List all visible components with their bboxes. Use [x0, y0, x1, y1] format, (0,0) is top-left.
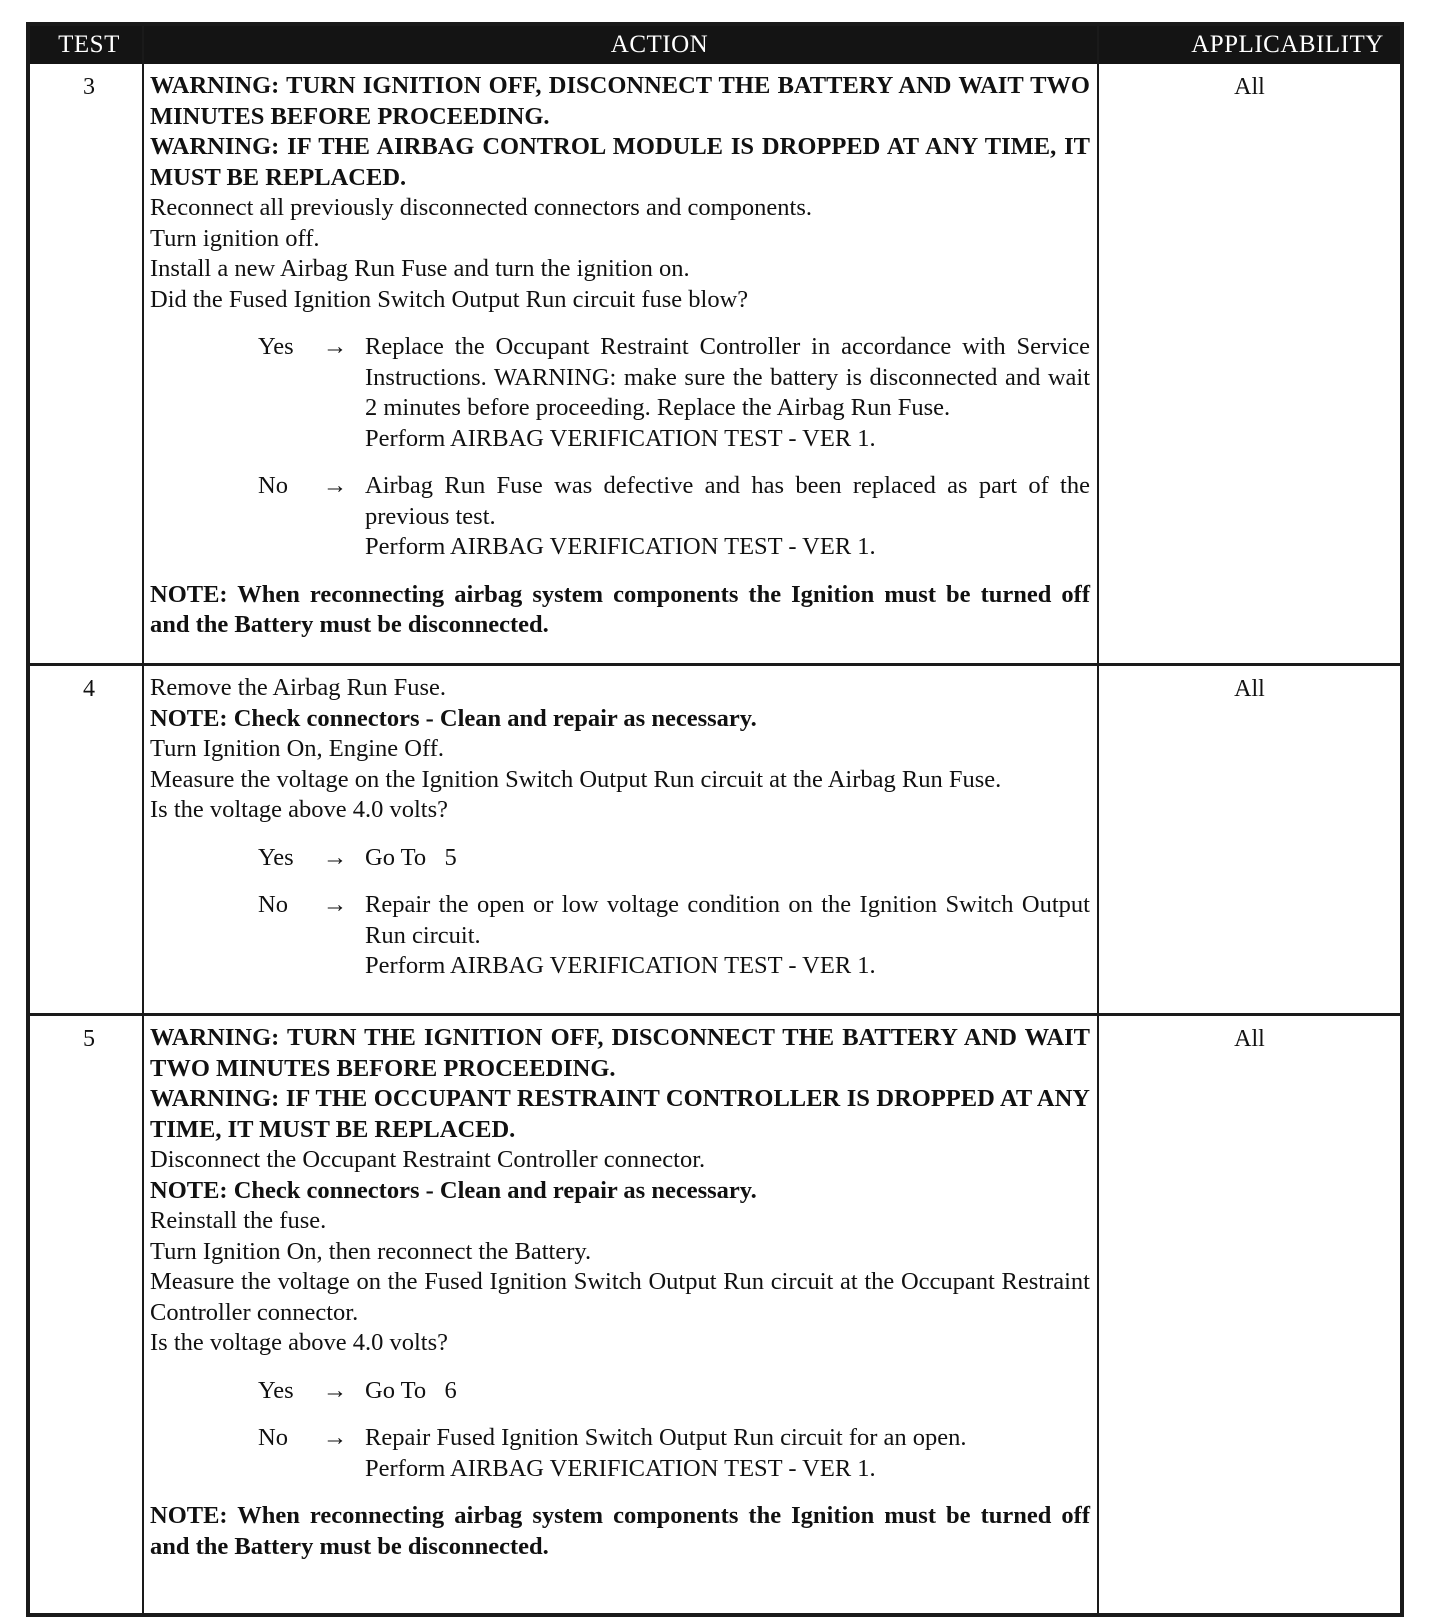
step-text: Disconnect the Occupant Restraint Controller connector.: [150, 1146, 706, 1173]
no-label: No: [258, 472, 288, 499]
action-cell: [150, 71, 1090, 641]
header-action: ACTION: [610, 31, 709, 58]
applicability-value: All: [1234, 1026, 1265, 1052]
arrow-right-icon: →: [322, 891, 348, 918]
yes-label: Yes: [258, 333, 294, 360]
perform-text: Perform AIRBAG VERIFICATION TEST - VER 1.: [365, 952, 876, 979]
yes-result-text: Go To 5: [365, 843, 457, 871]
table-header: [30, 26, 1400, 64]
step-text: Reinstall the fuse.: [150, 1207, 327, 1234]
note-text: NOTE: Check connectors - Clean and repair as necessary.: [150, 704, 757, 732]
table-row-test-5: [30, 1016, 1400, 1613]
no-label: No: [258, 891, 288, 918]
yes-branch: [150, 1376, 1090, 1407]
step-text: Turn Ignition On, then reconnect the Battery.: [150, 1237, 592, 1265]
step-text: Measure the voltage on the Ignition Switch Output Run circuit at the Airbag Run Fuse.: [150, 765, 1002, 793]
question-text: Is the voltage above 4.0 volts?: [150, 796, 449, 823]
test-number: 3: [83, 74, 95, 100]
arrow-right-icon: →: [322, 1424, 348, 1451]
no-label: No: [258, 1424, 288, 1451]
arrow-right-icon: →: [322, 843, 348, 871]
step-text: Turn Ignition On, Engine Off.: [150, 735, 444, 762]
note-text: NOTE: Check connectors - Clean and repair as necessary.: [150, 1176, 757, 1204]
yes-branch: [150, 843, 1090, 874]
perform-text: Perform AIRBAG VERIFICATION TEST - VER 1.: [365, 1454, 876, 1482]
step-text: Reconnect all previously disconnected connectors and components.: [150, 194, 812, 221]
no-result-text: Repair Fused Ignition Switch Output Run circuit for an open.: [365, 1424, 967, 1451]
no-branch: [150, 1423, 1090, 1484]
yes-branch: [150, 332, 1090, 454]
test-number: 4: [83, 676, 95, 702]
step-text: Remove the Airbag Run Fuse.: [150, 674, 447, 701]
applicability-value: All: [1234, 74, 1265, 100]
test-number: 5: [83, 1026, 95, 1052]
question-text: Did the Fused Ignition Switch Output Run circuit fuse blow?: [150, 285, 749, 313]
yes-label: Yes: [258, 843, 294, 871]
yes-label: Yes: [258, 1376, 294, 1404]
arrow-right-icon: →: [322, 333, 348, 360]
table-row-test-3: [30, 64, 1400, 666]
header-applicability: APPLICABILITY: [1191, 31, 1384, 58]
no-result-text: Repair the open or low voltage condition on the Ignition Switch Output Run circuit.: [365, 891, 1090, 949]
note-text: NOTE: When reconnecting airbag system components the Ignition must be turned off and the Battery must be disconnected.: [150, 580, 1090, 638]
step-text: Turn ignition off.: [150, 224, 320, 252]
action-cell: [150, 1023, 1090, 1562]
note-text: NOTE: When reconnecting airbag system components the Ignition must be turned off and the Battery must be disconnected.: [150, 1502, 1090, 1560]
no-branch: [150, 890, 1090, 982]
warning-text: WARNING: IF THE OCCUPANT RESTRAINT CONTROLLER IS DROPPED AT ANY TIME, IT MUST BE REPLACED.: [150, 1085, 1090, 1143]
step-text: Measure the voltage on the Fused Ignition Switch Output Run circuit at the Occupant Restraint Controller connector.: [150, 1268, 1090, 1326]
warning-text: WARNING: IF THE AIRBAG CONTROL MODULE IS DROPPED AT ANY TIME, IT MUST BE REPLACED.: [150, 133, 1090, 191]
step-text: Install a new Airbag Run Fuse and turn the ignition on.: [150, 255, 690, 282]
applicability-value: All: [1234, 676, 1265, 702]
arrow-right-icon: →: [322, 1376, 348, 1404]
yes-result-text: Replace the Occupant Restraint Controller in accordance with Service Instructions. WARNING: make sure the battery is disconnected and wait 2 minutes before proceeding. Replace the Airbag Run Fuse.: [365, 333, 1090, 421]
arrow-right-icon: →: [322, 472, 348, 499]
warning-text: WARNING: TURN IGNITION OFF, DISCONNECT THE BATTERY AND WAIT TWO MINUTES BEFORE PROCEEDING.: [150, 72, 1090, 130]
diagnostic-table: [26, 22, 1404, 1617]
header-test: TEST: [58, 31, 120, 58]
perform-text: Perform AIRBAG VERIFICATION TEST - VER 1.: [365, 533, 876, 560]
question-text: Is the voltage above 4.0 volts?: [150, 1329, 449, 1356]
yes-result-text: Go To 6: [365, 1376, 457, 1404]
no-result-text: Airbag Run Fuse was defective and has been replaced as part of the previous test.: [365, 472, 1090, 530]
perform-text: Perform AIRBAG VERIFICATION TEST - VER 1.: [365, 424, 876, 452]
action-cell: [150, 673, 1090, 982]
warning-text: WARNING: TURN THE IGNITION OFF, DISCONNECT THE BATTERY AND WAIT TWO MINUTES BEFORE PROCEEDING.: [150, 1024, 1090, 1082]
table-row-test-4: [30, 666, 1400, 1016]
no-branch: [150, 471, 1090, 563]
